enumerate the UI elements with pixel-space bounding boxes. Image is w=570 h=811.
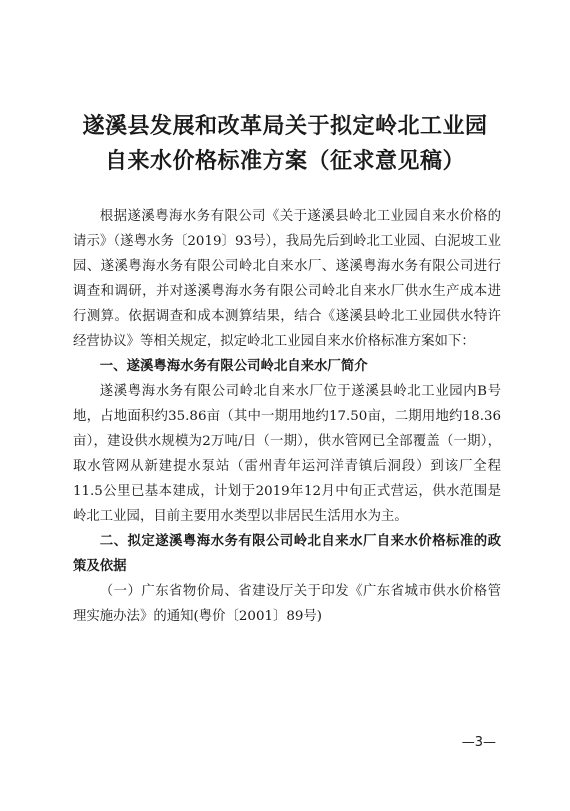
section-1-body: 遂溪粤海水务有限公司岭北自来水厂位于遂溪县岭北工业园内B号地，占地面积约35.86亩（其中一期用地约17.50亩，二期用地约18.36亩），建设供水规模为2万吨/日（一期），供水管网已全部覆盖（一期），取水管网从新建提水泵站（雷州青年运河洋青镇后洞段）到该厂全程11.5公里已基本建成，计划于2019年12月中旬正式营运，供水范围是岭北工业园，目前主要用水类型以非居民生活用水为主。 [73,384,501,524]
section-2-heading: 二、拟定遂溪粤海水务有限公司岭北自来水厂自来水价格标准的政策及依据 [73,534,501,574]
document-title-line-2: 自来水价格标准方案（征求意见稿） [104,149,465,174]
document-title-line-1: 遂溪县发展和改革局关于拟定岭北工业园 [82,114,488,139]
section-2-item-1: （一）广东省物价局、省建设厅关于印发《广东省城市供水价格管理实施办法》的通知(粤价〔2001〕89号) [73,584,501,624]
document-body [73,204,501,629]
page-number: —3— [461,735,496,750]
intro-paragraph: 根据遂溪粤海水务有限公司《关于遂溪县岭北工业园自来水价格的请示》（遂粤水务〔2019〕93号），我局先后到岭北工业园、白泥坡工业园、遂溪粤海水务有限公司岭北自来水厂、遂溪粤海水务有限公司进行调查和调研，并对遂溪粤海水务有限公司岭北自来水厂供水生产成本进行测算。依据调查和成本测算结果，结合《遂溪县岭北工业园供水特许经营协议》等相关规定，拟定岭北工业园自来水价格标准方案如下： [73,209,501,349]
section-1-heading: 一、遂溪粤海水务有限公司岭北自来水厂简介 [99,359,368,374]
